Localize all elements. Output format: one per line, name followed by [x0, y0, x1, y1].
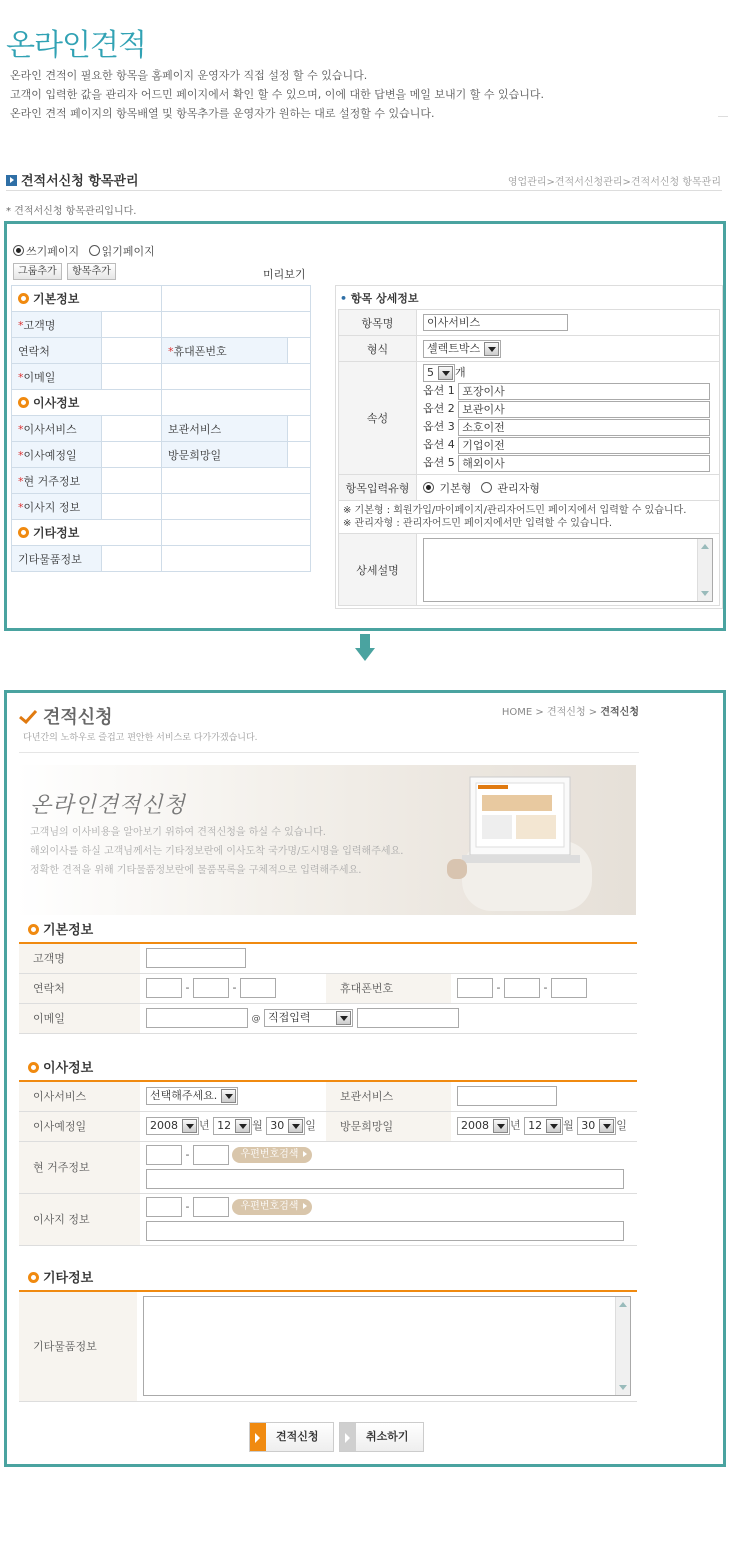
dest-zip-search-button[interactable]: 우편번호검색 [232, 1199, 312, 1215]
form-banner [16, 765, 636, 915]
section-bullet-icon [6, 175, 17, 186]
label-storage-service: 보관서비스 [326, 1081, 451, 1111]
item-mobile[interactable]: *휴대폰번호 [162, 338, 288, 364]
move-service-select[interactable]: 선택해주세요. [146, 1087, 238, 1105]
breadcrumb-current: 견적신청 [600, 707, 639, 718]
radio-input-basic[interactable] [423, 482, 434, 493]
group-etc-heading: 기타정보 [28, 1267, 93, 1286]
item-move-service[interactable]: *이사서비스 [12, 416, 102, 442]
laptop-person-image [442, 771, 612, 911]
radio-write-label: 쓰기페이지 [26, 245, 80, 258]
chevron-down-icon [235, 1119, 250, 1133]
group-circle-icon [28, 924, 39, 935]
group-circle-icon [28, 1272, 39, 1283]
email-domain-select[interactable]: 직접입력 [264, 1009, 353, 1027]
chevron-down-icon [546, 1119, 561, 1133]
etc-info-table [19, 1290, 637, 1402]
visit-month-select[interactable]: 12 [524, 1117, 563, 1135]
storage-service-input[interactable] [457, 1086, 557, 1106]
chevron-down-icon [438, 366, 453, 380]
detail-desc-label: 상세설명 [339, 534, 417, 606]
radio-input-admin[interactable] [481, 482, 492, 493]
item-add-button[interactable]: 항목추가 [67, 263, 116, 280]
visit-year-select[interactable]: 2008 [457, 1117, 510, 1135]
phone-input-2[interactable] [193, 978, 229, 998]
item-storage-service[interactable]: 보관서비스 [162, 416, 288, 442]
mobile-input-1[interactable] [457, 978, 493, 998]
label-email: 이메일 [19, 1003, 140, 1033]
chevron-down-icon [336, 1011, 351, 1025]
detail-desc-textarea[interactable] [423, 538, 713, 602]
item-type-select[interactable]: 셀렉트박스 [423, 340, 501, 358]
chevron-down-icon [221, 1089, 236, 1103]
option-input-3[interactable]: 소호이전 [458, 419, 710, 436]
current-zip-input-1[interactable] [146, 1145, 182, 1165]
dest-addr-input[interactable] [146, 1221, 624, 1241]
option-input-2[interactable]: 보관이사 [458, 401, 710, 418]
form-heading [19, 703, 113, 729]
submit-button[interactable]: 견적신청 [249, 1422, 334, 1452]
current-zip-search-button[interactable]: 우편번호검색 [232, 1147, 312, 1163]
item-name-input[interactable]: 이사서비스 [423, 314, 568, 331]
scrollbar[interactable] [697, 539, 712, 601]
group-circle-icon [18, 397, 29, 408]
phone-input-1[interactable] [146, 978, 182, 998]
basic-info-table: 고객명 연락처 - - 휴대폰번호 - - 이메일 @ 직접입력 [19, 942, 637, 1034]
radio-write-page[interactable] [13, 245, 24, 256]
label-mobile: 휴대폰번호 [326, 973, 451, 1003]
label-move-service: 이사서비스 [19, 1081, 140, 1111]
input-type-note: ※ 기본형 : 회원가입/마이페이지/관리자어드민 페이지에서 입력할 수 있습니다. [343, 505, 687, 516]
group-move-heading: 이사정보 [28, 1057, 93, 1076]
label-contact: 연락처 [19, 973, 140, 1003]
group-basic-heading: 기본정보 [28, 919, 93, 938]
preview-label: 미리보기 [263, 268, 306, 281]
intro-line: 온라인 견적이 필요한 항목을 홈페이지 운영자가 직접 설정 할 수 있습니다. [10, 69, 368, 82]
item-customer[interactable]: *고객명 [12, 312, 102, 338]
detail-attr-label: 속성 [339, 362, 417, 475]
email-domain-input[interactable] [357, 1008, 459, 1028]
banner-script-title: 온라인견적신청 [30, 793, 186, 818]
arrow-right-icon [340, 1423, 356, 1451]
breadcrumb-item[interactable]: 견적신청 [546, 707, 586, 718]
detail-input-type-label: 항목입력유형 [339, 475, 417, 501]
group-etc[interactable]: 기타정보 [12, 520, 162, 546]
radio-read-label: 읽기페이지 [101, 245, 155, 258]
item-move-date[interactable]: *이사예정일 [12, 442, 102, 468]
item-email[interactable]: *이메일 [12, 364, 102, 390]
move-info-table: 이사서비스 선택해주세요. 보관서비스 이사예정일 2008 년 12 월 30 일 방문희망일 2008 년 12 월 30 일 현 거주정보 - 우편번호검색 이사지 정보 - 우편번호검색 [19, 1080, 637, 1246]
breadcrumb-home[interactable]: HOME [501, 707, 533, 718]
label-etc-items: 기타물품정보 [19, 1291, 137, 1401]
intro-line: 온라인 견적 페이지의 항목배열 및 항목추가를 운영자가 원하는 대로 설정할 수 있습니다. [10, 107, 435, 120]
arrow-down-icon [355, 634, 375, 662]
mobile-input-3[interactable] [551, 978, 587, 998]
option-input-1[interactable]: 포장이사 [458, 383, 710, 400]
cancel-button[interactable]: 취소하기 [339, 1422, 424, 1452]
group-add-button[interactable]: 그룹추가 [13, 263, 62, 280]
admin-item-grid [11, 285, 311, 572]
breadcrumb: 영업관리>견적서신청관리>견적서신청 항목관리 [507, 177, 721, 188]
email-id-input[interactable] [146, 1008, 248, 1028]
move-year-select[interactable]: 2008 [146, 1117, 199, 1135]
etc-items-textarea[interactable] [143, 1296, 631, 1396]
move-month-select[interactable]: 12 [213, 1117, 252, 1135]
move-day-select[interactable]: 30 [266, 1117, 305, 1135]
phone-input-3[interactable] [240, 978, 276, 998]
form-breadcrumb: HOME > 견적신청 > 견적신청 [501, 707, 639, 718]
form-subtitle: 다년간의 노하우로 즐겁고 편안한 서비스로 다가가겠습니다. [23, 733, 258, 743]
input-type-note: ※ 관리자형 : 관리자어드민 페이지에서만 입력할 수 있습니다. [343, 518, 613, 529]
banner-text: 고객님의 이사비용을 알아보기 위하여 견적신청을 하실 수 있습니다. 해외이사를 하실 고객님께서는 기타정보란에 이사도착 국가명/도시명을 입력해주세요. 정확한 견적을 위해 기타물품정보란에 물품목록을 구체적으로 입력해주세요. [30, 827, 404, 876]
option-input-5[interactable]: 해외이사 [458, 455, 710, 472]
mobile-input-2[interactable] [504, 978, 540, 998]
label-dest-addr: 이사지 정보 [19, 1193, 140, 1245]
item-detail-panel: • 항목 상세정보 항목명 이사서비스 형식 셀렉트박스 속성 5 개 옵션 1 포장이사 옵션 2 보관이사 옵션 3 소호이전 옵션 4 기업이전 옵션 5 해외이사 항목입력유형 기본형 관리자형 ※ 기본형 : 회원가입/마이페이지/관리자어드민 페이지에서 입력할 수 있습니다. ※ 관리자형 : 관리자어드민 페이지에서만 입력할 수 있습니다. 상세설명 [335, 285, 723, 609]
label-visit-date: 방문희망일 [326, 1111, 451, 1141]
label-move-date: 이사예정일 [19, 1111, 140, 1141]
admin-note: * 견적서신청 항목관리입니다. [6, 206, 137, 217]
item-dest-addr[interactable]: *이사지 정보 [12, 494, 102, 520]
dest-zip-input-2[interactable] [193, 1197, 229, 1217]
section-title: 견적서신청 항목관리 [6, 170, 139, 189]
check-icon [19, 710, 37, 724]
current-addr-input[interactable] [146, 1169, 624, 1189]
item-visit-date[interactable]: 방문희망일 [162, 442, 288, 468]
group-circle-icon [18, 527, 29, 538]
visit-day-select[interactable]: 30 [577, 1117, 616, 1135]
label-customer: 고객명 [19, 943, 140, 973]
page-title: 온라인견적 [6, 28, 146, 63]
detail-type-label: 형식 [339, 336, 417, 362]
option-count-select[interactable]: 5 [423, 364, 455, 382]
label-current-addr: 현 거주정보 [19, 1141, 140, 1193]
dest-zip-input-1[interactable] [146, 1197, 182, 1217]
form-title: 견적신청 [43, 707, 113, 728]
group-circle-icon [18, 293, 29, 304]
chevron-down-icon [599, 1119, 614, 1133]
detail-name-label: 항목명 [339, 310, 417, 336]
chevron-down-icon [493, 1119, 508, 1133]
item-etc[interactable]: 기타물품정보 [12, 546, 102, 572]
chevron-down-icon [182, 1119, 197, 1133]
group-basic[interactable]: 기본정보 [12, 286, 162, 312]
option-input-4[interactable]: 기업이전 [458, 437, 710, 454]
intro-text [10, 66, 725, 123]
item-current-addr[interactable]: *현 거주정보 [12, 468, 102, 494]
detail-header: 항목 상세정보 [350, 292, 419, 305]
radio-read-page[interactable] [89, 245, 100, 256]
intro-line: 고객이 입력한 값을 관리자 어드민 페이지에서 확인 할 수 있으며, 이에 대한 답변을 메일 보내기 할 수 있습니다. [10, 88, 544, 101]
item-contact[interactable]: 연락처 [12, 338, 102, 364]
admin-panel [4, 221, 726, 631]
group-circle-icon [28, 1062, 39, 1073]
group-move[interactable]: 이사정보 [12, 390, 162, 416]
scrollbar[interactable] [615, 1297, 630, 1395]
chevron-down-icon [484, 342, 499, 356]
current-zip-input-2[interactable] [193, 1145, 229, 1165]
arrow-right-icon [250, 1423, 266, 1451]
chevron-down-icon [288, 1119, 303, 1133]
customer-input[interactable] [146, 948, 246, 968]
